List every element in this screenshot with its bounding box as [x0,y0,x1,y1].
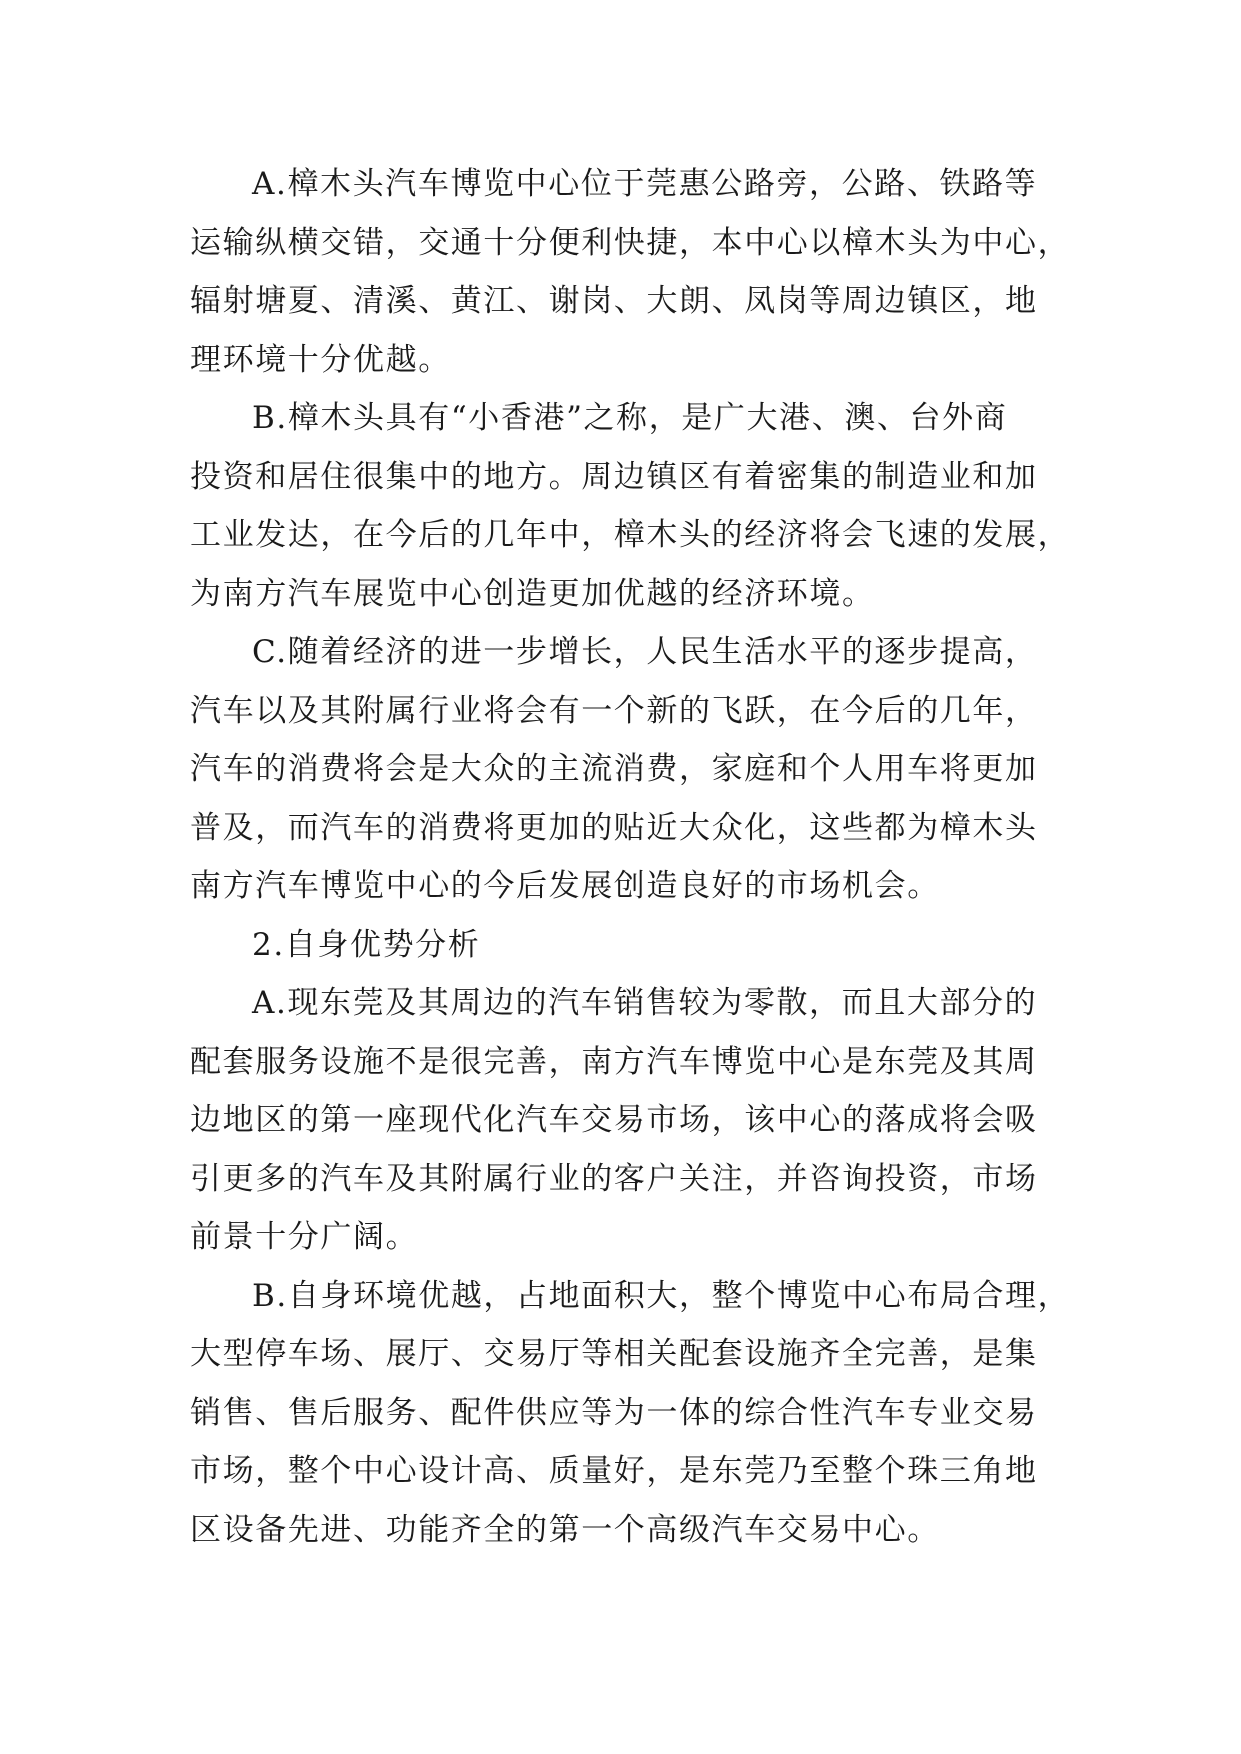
text-line: B.樟木头具有“小香港”之称，是广大港、澳、台外商 [252,400,1008,436]
text-line: 汽车的消费将会是大众的主流消费，家庭和个人用车将更加 [190,751,1038,787]
document-body [190,155,1071,1559]
text-line: 市场，整个中心设计高、质量好，是东莞乃至整个珠三角地 [190,1453,1038,1489]
paragraph-market-prospect [190,974,1050,1267]
text-line: A.樟木头汽车博览中心位于莞惠公路旁，公路、铁路等 [252,166,1038,202]
text-line: 工业发达，在今后的几年中，樟木头的经济将会飞速的发展， [190,517,1071,553]
text-line: 前景十分广阔。 [190,1219,419,1255]
paragraph-location-advantage [190,155,1071,389]
text-line: 南方汽车博览中心的今后发展创造良好的市场机会。 [190,868,940,904]
text-line: 辐射塘夏、清溪、黄江、谢岗、大朗、凤岗等周边镇区，地 [190,283,1038,319]
text-line: 区设备先进、功能齐全的第一个高级汽车交易中心。 [190,1511,940,1548]
paragraph-own-environment [190,1267,1071,1560]
text-line: 汽车以及其附属行业将会有一个新的飞跃，在今后的几年， [190,692,1038,729]
text-line: 引更多的汽车及其附属行业的客户关注，并咨询投资，市场 [190,1160,1038,1197]
paragraph-market-opportunity [190,623,1050,916]
text-line: 边地区的第一座现代化汽车交易市场，该中心的落成将会吸 [190,1102,1038,1138]
text-line: 运输纵横交错，交通十分便利快捷，本中心以樟木头为中心， [190,224,1071,261]
text-line: 销售、售后服务、配件供应等为一体的综合性汽车专业交易 [190,1394,1038,1431]
section-heading [190,916,1050,975]
text-line: A.现东莞及其周边的汽车销售较为零散，而且大部分的 [252,985,1038,1021]
paragraph-economic-environment [190,389,1071,623]
text-line: 为南方汽车展览中心创造更加优越的经济环境。 [190,575,875,612]
text-line: B.自身环境优越，占地面积大，整个博览中心布局合理， [252,1277,1071,1314]
text-line: 大型停车场、展厅、交易厅等相关配套设施齐全完善，是集 [190,1336,1038,1372]
text-line: 理环境十分优越。 [190,341,451,378]
text-line: 普及，而汽车的消费将更加的贴近大众化，这些都为樟木头 [190,809,1038,846]
heading-text: 2.自身优势分析 [252,926,481,963]
text-line: 配套服务设施不是很完善，南方汽车博览中心是东莞及其周 [190,1043,1038,1080]
text-line: C.随着经济的进一步增长，人民生活水平的逐步提高， [252,634,1038,670]
text-line: 投资和居住很集中的地方。周边镇区有着密集的制造业和加 [190,458,1038,495]
